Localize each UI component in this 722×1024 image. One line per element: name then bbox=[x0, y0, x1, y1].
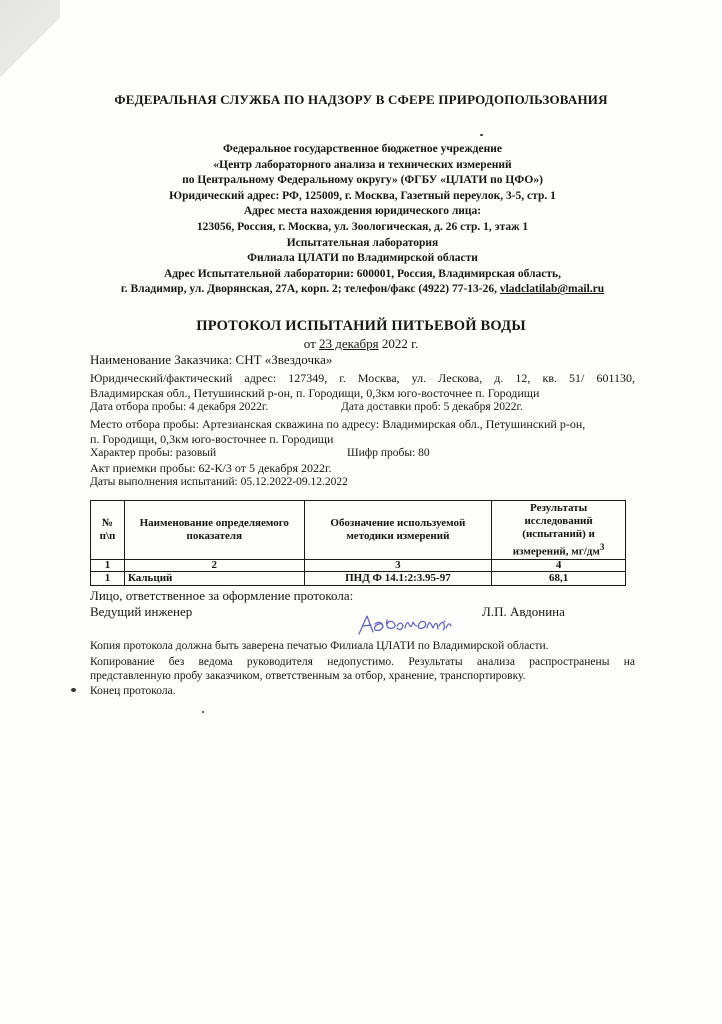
table-cell-indicator: Кальций bbox=[124, 572, 304, 586]
copy-restriction-line-1: Копирование без ведома руководителя недопустимо. Результаты анализа распространены на bbox=[90, 656, 635, 668]
sampling-place-line-2: п. Городищи, 0,3км юго-восточнее п. Городищи bbox=[90, 432, 334, 446]
customer-address-line-2: Владимирская обл., Петушинский р-он, п. Городищи, 0,3км юго-восточнее п. Городищи bbox=[90, 386, 540, 400]
agency-title: ФЕДЕРАЛЬНАЯ СЛУЖБА ПО НАДЗОРУ В СФЕРЕ ПРИРОДОПОЛЬЗОВАНИЯ bbox=[114, 92, 608, 107]
column-number-row bbox=[91, 560, 626, 572]
sampling-date: Дата отбора пробы: 4 декабря 2022г. bbox=[90, 401, 269, 413]
header-cell: № п\п bbox=[91, 501, 125, 560]
date-day: 23 декабря bbox=[319, 336, 379, 351]
header-cell: Наименование определяемого показателя bbox=[124, 501, 304, 560]
date-prefix: от bbox=[303, 336, 316, 351]
table-row bbox=[91, 572, 626, 586]
sampling-place-line-1: Место отбора пробы: Артезианская скважина по адресу: Владимирская обл., Петушинский р-он, bbox=[90, 417, 586, 431]
copy-restriction-line-2: представленную пробу заказчиком, ответственным за отбор, хранение, транспортировку. bbox=[90, 670, 526, 682]
header-line-9: Адрес Испытательной лаборатории: 600001, Россия, Владимирская область, bbox=[163, 267, 562, 280]
header-line-10 bbox=[90, 282, 635, 298]
table-cell-index: 1 bbox=[91, 572, 125, 586]
test-dates: Даты выполнения испытаний: 05.12.2022-09.12.2022 bbox=[90, 476, 348, 488]
customer-address-line-1: Юридический/фактический адрес: 127349, г. Москва, ул. Лескова, д. 12, кв. 51/ 601130, bbox=[90, 371, 635, 385]
header-line-4: Юридический адрес: РФ, 125009, г. Москва, Газетный переулок, 3-5, стр. 1 bbox=[169, 189, 556, 202]
delivery-date: Дата доставки проб: 5 декабря 2022г. bbox=[341, 401, 523, 413]
protocol-date bbox=[0, 336, 722, 352]
sample-code: Шифр пробы: 80 bbox=[347, 447, 430, 459]
header-address-line: г. Владимир, ул. Дворянская, 27А, корп. 2; телефон/факс (4922) 77-13-26, bbox=[120, 283, 497, 296]
header-cell-text: Результаты исследований (испытаний) и измерений, мг/дм bbox=[512, 501, 600, 558]
header-line-1: Федеральное государственное бюджетное учреждение bbox=[223, 143, 502, 155]
email-link[interactable]: vladclatilab@mail.ru bbox=[499, 283, 605, 296]
customer-name: Наименование Заказчика: СНТ «Звездочка» bbox=[90, 352, 333, 367]
table-cell-method: ПНД Ф 14.1:2:3.95-97 bbox=[304, 572, 492, 586]
protocol-title: ПРОТОКОЛ ИСПЫТАНИЙ ПИТЬЕВОЙ ВОДЫ bbox=[196, 318, 526, 334]
column-number: 2 bbox=[124, 560, 304, 572]
page-fold-shadow bbox=[0, 0, 60, 80]
column-number: 3 bbox=[304, 560, 492, 572]
header-line-3: по Центральному Федеральному округу» (ФГБУ «ЦЛАТИ по ЦФО») bbox=[182, 174, 543, 187]
stray-ink-dot bbox=[202, 711, 204, 713]
protocol-end: Конец протокола. bbox=[90, 685, 176, 697]
sample-type: Характер пробы: разовый bbox=[90, 447, 217, 459]
position-title: Ведущий инженер bbox=[90, 604, 193, 619]
stray-ink-mark bbox=[71, 688, 76, 692]
header-line-8: Филиала ЦЛАТИ по Владимирской области bbox=[247, 252, 478, 265]
header-line-5: Адрес места нахождения юридического лица: bbox=[243, 205, 482, 218]
column-number: 1 bbox=[91, 560, 125, 572]
column-number: 4 bbox=[492, 560, 626, 572]
handwritten-signature bbox=[355, 610, 455, 640]
organization-header bbox=[90, 142, 635, 298]
unit-superscript: 3 bbox=[599, 541, 605, 552]
table-header-row bbox=[91, 501, 626, 560]
table-cell-result: 68,1 bbox=[492, 572, 626, 586]
header-line-2: «Центр лабораторного анализа и технических измерений bbox=[213, 158, 512, 171]
results-table bbox=[90, 500, 626, 586]
header-cell: Обозначение используемой методики измерений bbox=[304, 501, 492, 560]
engineer-name: Л.П. Авдонина bbox=[482, 604, 565, 619]
acceptance-act: Акт приемки пробы: 62-К/3 от 5 декабря 2022г. bbox=[90, 461, 332, 475]
responsible-person-label: Лицо, ответственное за оформление протокола: bbox=[90, 588, 354, 603]
header-line-7: Испытательная лаборатория bbox=[286, 236, 439, 249]
copy-note: Копия протокола должна быть заверена печатью Филиала ЦЛАТИ по Владимирской области. bbox=[90, 640, 549, 652]
header-line-6: 123056, Россия, г. Москва, ул. Зоологическая, д. 26 стр. 1, этаж 1 bbox=[196, 220, 529, 233]
stray-ink-dot bbox=[480, 134, 483, 136]
header-cell-results bbox=[492, 501, 626, 560]
date-suffix: 2022 г. bbox=[381, 336, 419, 351]
